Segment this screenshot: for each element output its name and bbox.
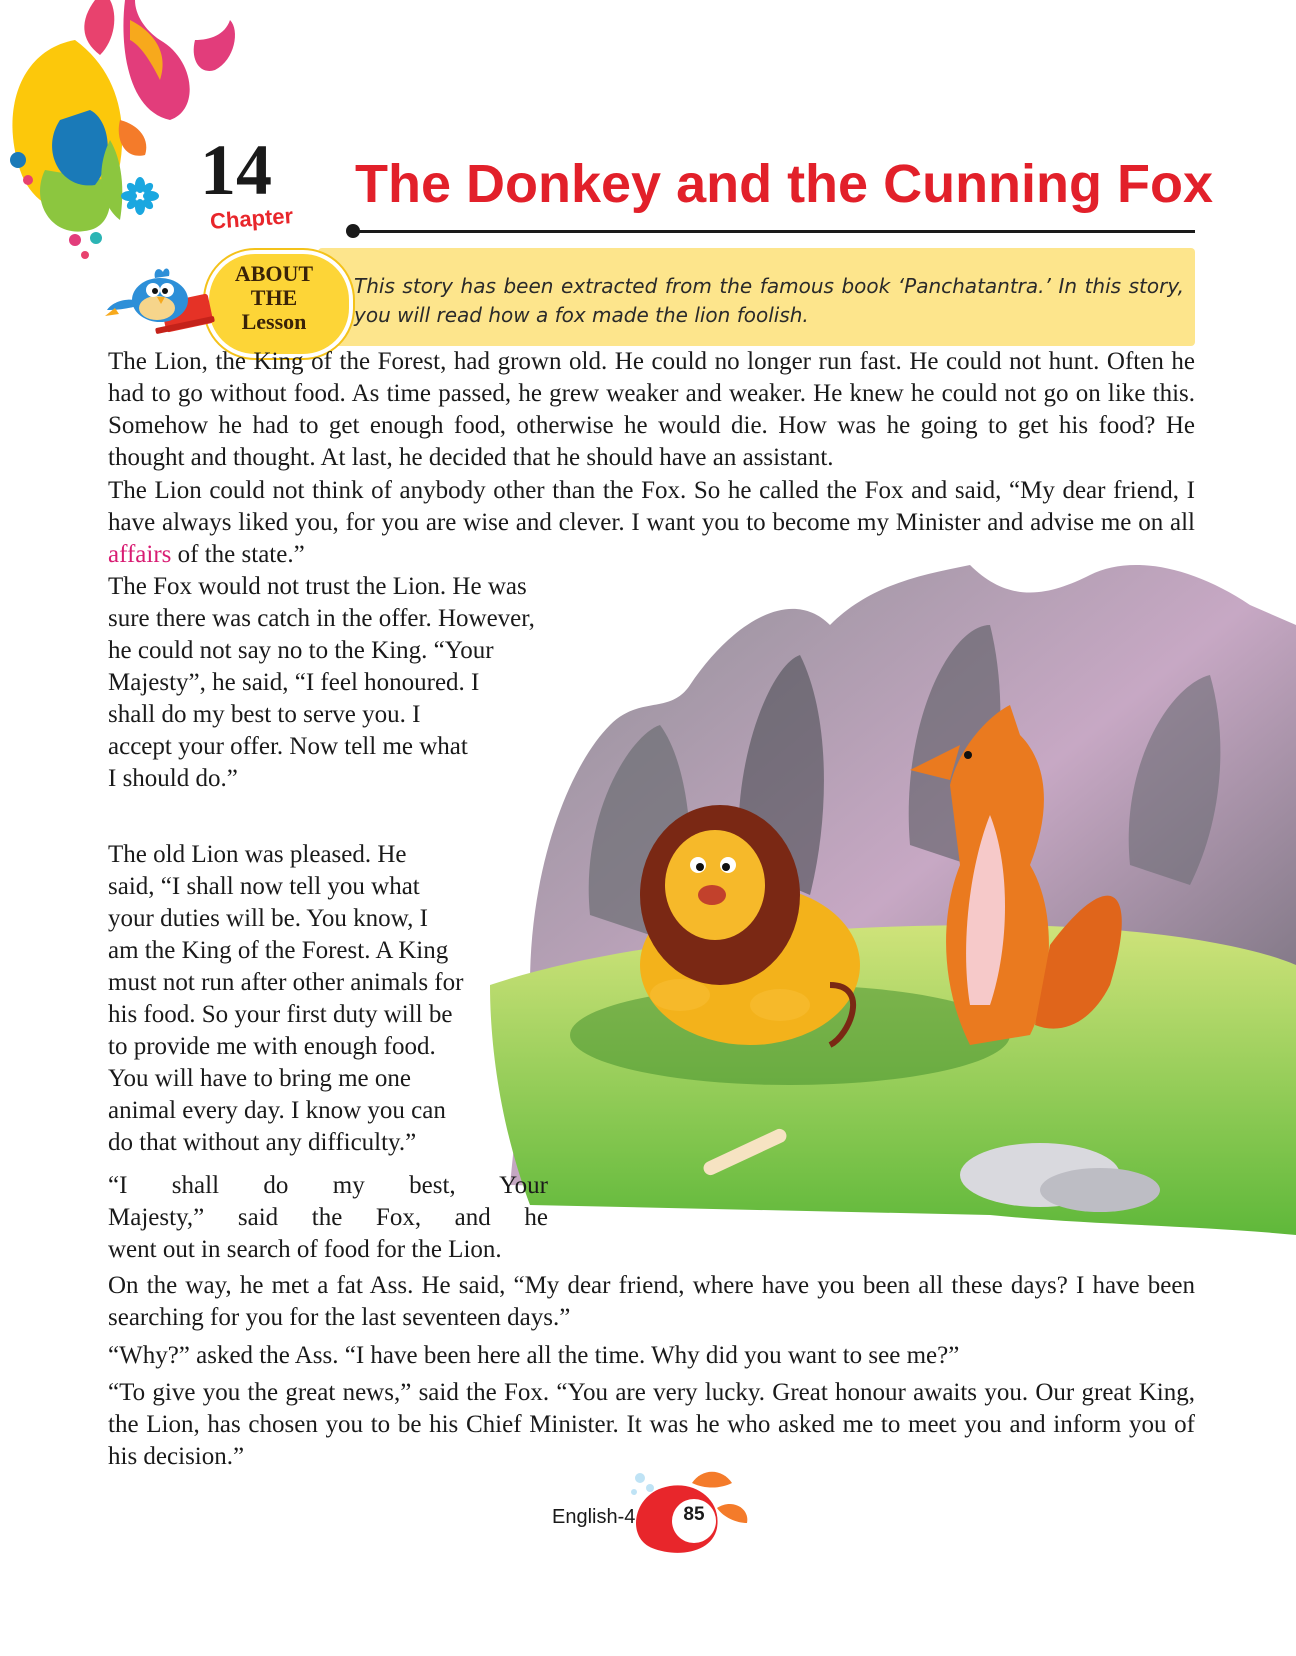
bird-laptop-icon — [105, 260, 225, 340]
lion-and-fox-illustration — [490, 565, 1296, 1295]
paragraph-4-line-3: your duties will be. You know, I — [108, 905, 428, 932]
paragraph-4-line-7: to provide me with enough food. — [108, 1033, 436, 1060]
about-label-line2: THE — [250, 285, 298, 310]
paragraph-3-line-4: Majesty”, he said, “I feel honoured. I — [108, 669, 480, 696]
paragraph-5 — [108, 1170, 548, 1266]
paragraph-8: “To give you the great news,” said the Fox. “You are very lucky. Great honour awaits you. Our great King, the Lion, has chosen you to be his Chief Minister. It was he who asked me to meet you and inform you of his decision.” — [108, 1379, 1195, 1470]
paragraph-2-end: of the state.” — [171, 541, 305, 568]
title-underline-dot — [346, 224, 360, 238]
page-title: The Donkey and the Cunning Fox — [355, 154, 1214, 214]
paragraph-4-line-10: do that without any difficulty.” — [108, 1129, 417, 1156]
paragraph-4-line-9: animal every day. I know you can — [108, 1097, 446, 1124]
paragraph-3 — [108, 571, 588, 795]
about-lesson-label — [226, 262, 322, 334]
paragraph-3-line-5: shall do my best to serve you. I — [108, 701, 421, 728]
paragraph-1: The Lion, the King of the Forest, had grown old. He could no longer run fast. He could not hunt. Often he had to go without food. As time passed, he grew weaker and weaker. He knew he could not go on like this. Somehow he had to get enough food, otherwise he would die. How was he going to get his food? He thought and thought. At last, he decided that he should have an assistant. — [108, 348, 1195, 471]
paragraph-5-line-2: Majesty,” said the Fox, and he — [108, 1204, 548, 1231]
about-label-line3: Lesson — [241, 309, 307, 334]
paragraph-4-line-4: am the King of the Forest. A King — [108, 937, 449, 964]
paragraph-4-line-8: You will have to bring me one — [108, 1065, 411, 1092]
chapter-label: Chapter — [209, 203, 294, 234]
paragraph-2-start: The Lion could not think of anybody other than the Fox. So he called the Fox and said, “My dear friend, I have always liked you, for you are wise and clever. I want you to become my Minister and advise me on all — [108, 477, 1195, 536]
chapter-number: 14 — [200, 130, 272, 210]
about-lesson-text: This story has been extracted from the famous book ‘Panchatantra.’ In this story, you will read how a fox made the lion foolish. — [354, 274, 1184, 327]
page-number: 85 — [683, 1504, 705, 1525]
paragraph-4 — [108, 839, 528, 1159]
title-underline — [352, 230, 1195, 233]
paragraph-3-line-2: sure there was catch in the offer. However, — [108, 605, 535, 632]
paragraph-3-line-3: he could not say no to the King. “Your — [108, 637, 494, 664]
paragraph-3-line-7: I should do.” — [108, 765, 238, 792]
paragraph-2 — [108, 475, 1195, 571]
paragraph-4-line-2: said, “I shall now tell you what — [108, 873, 420, 900]
paragraph-3-line-6: accept your offer. Now tell me what — [108, 733, 468, 760]
paragraph-5-line-3: went out in search of food for the Lion. — [108, 1236, 502, 1263]
paragraph-5-line-1: “I shall do my best, Your — [108, 1172, 548, 1199]
footer-book-label: English-4 — [552, 1506, 636, 1528]
about-label-line1: ABOUT — [234, 261, 314, 286]
paragraph-4-line-6: his food. So your first duty will be — [108, 1001, 453, 1028]
paragraph-7: “Why?” asked the Ass. “I have been here all the time. Why did you want to see me?” — [108, 1342, 960, 1369]
highlight-word-affairs: affairs — [108, 541, 172, 568]
paragraph-3-line-1: The Fox would not trust the Lion. He was — [108, 573, 527, 600]
paragraph-4-line-1: The old Lion was pleased. He — [108, 841, 407, 868]
paragraph-6: On the way, he met a fat Ass. He said, “My dear friend, where have you been all these days? I have been searching for you for the last seventeen days.” — [108, 1272, 1195, 1331]
paragraph-4-line-5: must not run after other animals for — [108, 969, 464, 996]
